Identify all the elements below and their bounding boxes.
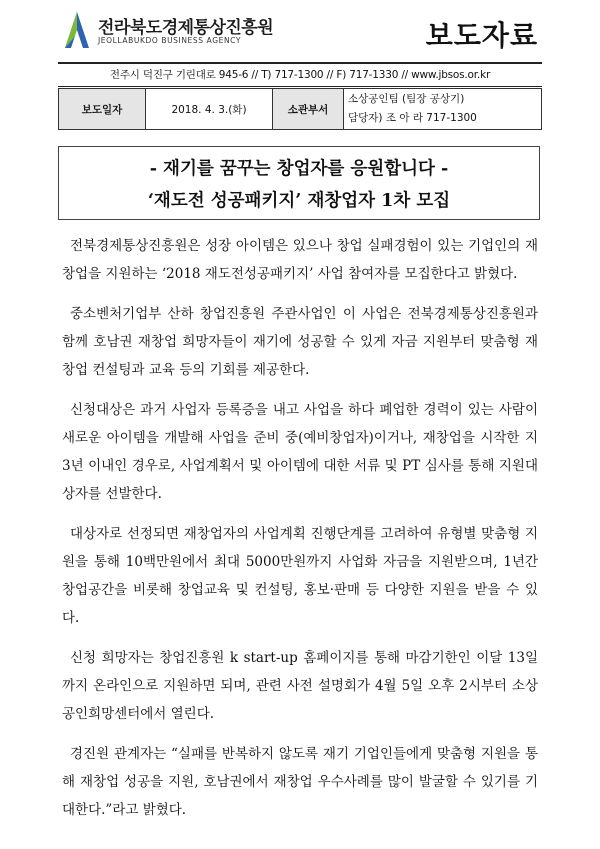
agency-logo [62, 10, 274, 50]
department-contact: 담당자) 조 아 라 717-1300 [348, 112, 477, 124]
date-label: 보도일자 [59, 89, 146, 130]
article-body [62, 232, 538, 836]
paragraph: 중소벤처기업부 산하 창업진흥원 주관사업인 이 사업은 전북경제통상진흥원과 함께 호남권 재창업 희망자들이 재기에 성공할 수 있게 자금 지원부터 맞춤형 재창업 컨설팅과 교육 등의 기회를 제공한다. [62, 306, 538, 378]
contact-bar: 전주시 덕진구 기린대로 945-6 // T) 717-1300 // F) 717-1330 // www.jbsos.or.kr [58, 62, 542, 87]
release-info-table [58, 88, 542, 130]
paragraph: 전북경제통상진흥원은 성장 아이템은 있으나 창업 실패경험이 있는 기업인의 재창업을 지원하는 ‘2018 재도전성공패키지’ 사업 참여자를 모집한다고 밝혔다. [62, 238, 538, 282]
headline-box [58, 146, 540, 220]
paragraph: 경진원 관계자는 “실패를 반복하지 않도록 재기 기업인들에게 맞춤형 지원을 통해 재창업 성공을 지원, 호남권에서 재창업 우수사례를 많이 발굴할 수 있기를 기대한다.”라고 밝혔다. [62, 746, 538, 818]
paragraph: 대상자로 선정되면 재창업자의 사업계획 진행단계를 고려하여 유형별 맞춤형 지원을 통해 10백만원에서 최대 5000만원까지 사업화 자금을 지원받으며, 1년간 창업공간을 비롯해 창업교육 및 컨설팅, 홍보·판매 등 다양한 지원을 받을 수 있다. [62, 526, 538, 626]
department-info [344, 89, 542, 130]
document-type-heading: 보도자료 [425, 19, 538, 52]
release-date: 2018. 4. 3.(화) [146, 89, 273, 130]
org-name-english: JEOLLABUKDO BUSINESS AGENCY [98, 36, 242, 45]
department-team: 소상공인팀 (팀장 공상기) [348, 93, 465, 105]
paragraph: 신청대상은 과거 사업자 등록증을 내고 사업을 하다 폐업한 경력이 있는 사람이 새로운 아이템을 개발해 사업을 준비 중(예비창업자)이거나, 재창업을 시작한 지 3년 이내인 경우로, 사업계획서 및 아이템에 대한 서류 및 PT 심사를 통해 지원대상자를 선발한다. [62, 402, 538, 502]
paragraph: 신청 희망자는 창업진흥원 k start-up 홈페이지를 통해 마감기한인 이달 13일까지 온라인으로 지원하면 되며, 관련 사전 설명회가 4월 5일 오후 2시부터 소상공인희망센터에서 열린다. [62, 650, 538, 722]
headline-title: ‘재도전 성공패키지’ 재창업자 1차 모집 [147, 191, 451, 211]
org-name-korean: 전라북도경제통상진흥원 [98, 18, 274, 38]
headline-subtitle: - 재기를 꿈꾸는 창업자를 응원합니다 - [149, 159, 449, 179]
department-label: 소관부서 [273, 89, 344, 130]
agency-logo-icon [62, 10, 92, 50]
